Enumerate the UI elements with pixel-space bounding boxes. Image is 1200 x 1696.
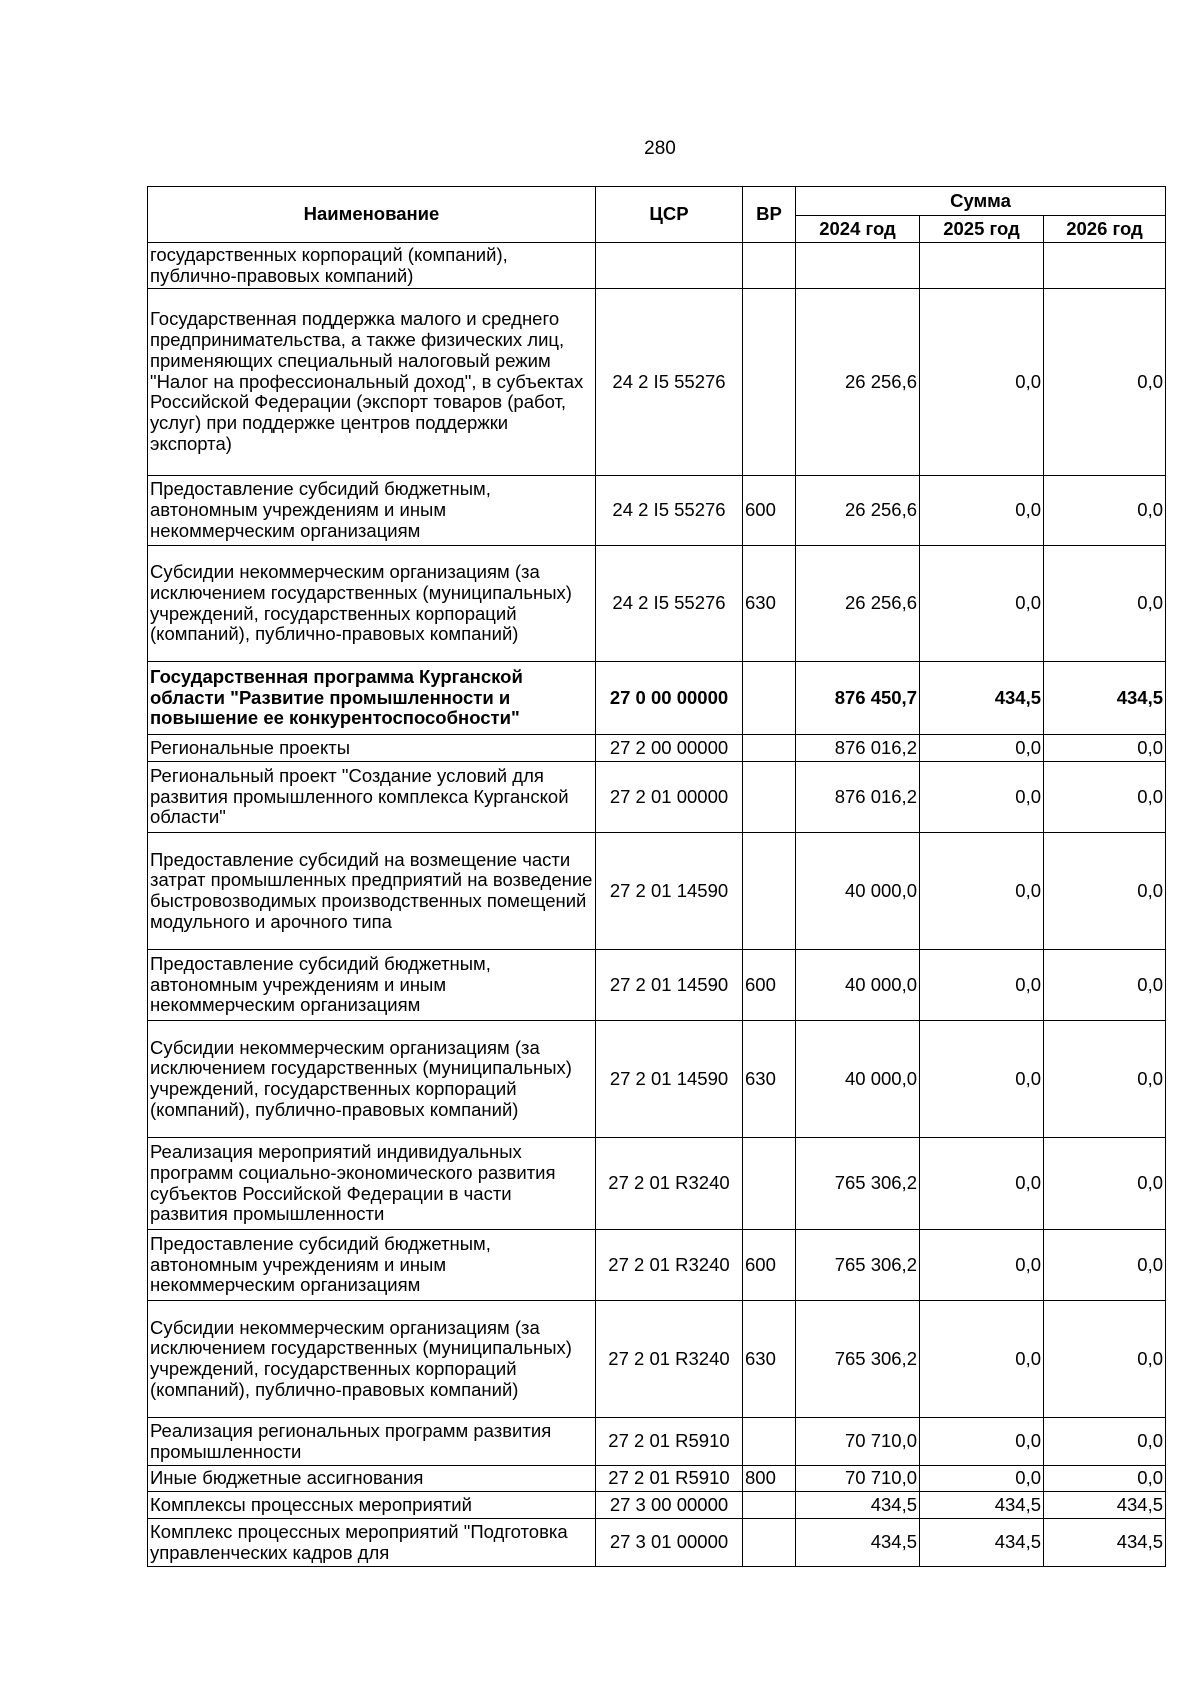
row-vr: 630 <box>743 1021 796 1138</box>
header-year-2026: 2026 год <box>1044 216 1166 243</box>
row-csr: 24 2 I5 55276 <box>596 476 743 546</box>
table-row <box>148 950 1166 1021</box>
row-sum-2026: 0,0 <box>1044 833 1166 950</box>
row-sum-2024: 40 000,0 <box>796 833 920 950</box>
table-row <box>148 243 1166 289</box>
row-sum-2026: 434,5 <box>1044 662 1166 735</box>
row-name: Комплексы процессных мероприятий <box>148 1492 596 1519</box>
row-csr: 27 2 00 00000 <box>596 735 743 762</box>
row-vr <box>743 735 796 762</box>
row-csr <box>596 243 743 289</box>
row-vr: 600 <box>743 1230 796 1301</box>
header-name: Наименование <box>148 187 596 243</box>
row-name: Реализация региональных программ развития промышленности <box>148 1418 596 1466</box>
row-sum-2024: 876 016,2 <box>796 735 920 762</box>
row-vr: 600 <box>743 950 796 1021</box>
row-name: Государственная поддержка малого и среднего предпринимательства, а также физических лиц, применяющих специальный налоговый режим "Налог на профессиональный доход", в субъектах Российской Федерации (экспорт товаров (работ, услуг) при поддержке центров поддержки экспорта) <box>148 289 596 476</box>
row-name: Комплекс процессных мероприятий "Подготовка управленческих кадров для <box>148 1519 596 1567</box>
row-sum-2024: 70 710,0 <box>796 1418 920 1466</box>
row-sum-2026: 0,0 <box>1044 1138 1166 1230</box>
row-vr: 630 <box>743 546 796 662</box>
row-vr <box>743 243 796 289</box>
row-sum-2024: 40 000,0 <box>796 1021 920 1138</box>
row-sum-2026 <box>1044 243 1166 289</box>
table-row <box>148 735 1166 762</box>
header-year-2024: 2024 год <box>796 216 920 243</box>
row-name: Иные бюджетные ассигнования <box>148 1466 596 1492</box>
table-row <box>148 762 1166 833</box>
row-sum-2025: 0,0 <box>920 1230 1044 1301</box>
row-name: Реализация мероприятий индивидуальных программ социально-экономического развития субъектов Российской Федерации в части развития промышленности <box>148 1138 596 1230</box>
row-sum-2024: 765 306,2 <box>796 1230 920 1301</box>
row-sum-2026: 434,5 <box>1044 1519 1166 1567</box>
row-name: Предоставление субсидий бюджетным, автономным учреждениям и иным некоммерческим организациям <box>148 476 596 546</box>
row-vr <box>743 662 796 735</box>
row-sum-2026: 0,0 <box>1044 762 1166 833</box>
table-row <box>148 1021 1166 1138</box>
row-sum-2025: 434,5 <box>920 1519 1044 1567</box>
row-sum-2025: 0,0 <box>920 1466 1044 1492</box>
table-row <box>148 1492 1166 1519</box>
row-sum-2026: 0,0 <box>1044 476 1166 546</box>
row-csr: 27 3 00 00000 <box>596 1492 743 1519</box>
row-name: Предоставление субсидий бюджетным, автономным учреждениям и иным некоммерческим организациям <box>148 1230 596 1301</box>
table-row <box>148 833 1166 950</box>
row-sum-2026: 0,0 <box>1044 1021 1166 1138</box>
row-sum-2024 <box>796 243 920 289</box>
row-sum-2025: 0,0 <box>920 1301 1044 1418</box>
row-sum-2025: 0,0 <box>920 833 1044 950</box>
row-sum-2025: 0,0 <box>920 735 1044 762</box>
table-row <box>148 289 1166 476</box>
row-sum-2026: 0,0 <box>1044 1301 1166 1418</box>
row-csr: 27 2 01 14590 <box>596 950 743 1021</box>
row-csr: 24 2 I5 55276 <box>596 289 743 476</box>
row-sum-2024: 434,5 <box>796 1519 920 1567</box>
row-csr: 27 2 01 14590 <box>596 833 743 950</box>
row-sum-2024: 26 256,6 <box>796 289 920 476</box>
table-row <box>148 1301 1166 1418</box>
row-sum-2024: 765 306,2 <box>796 1301 920 1418</box>
table-row <box>148 1230 1166 1301</box>
row-name: Государственная программа Курганской области "Развитие промышленности и повышение ее конкурентоспособности" <box>148 662 596 735</box>
row-csr: 27 2 01 R3240 <box>596 1138 743 1230</box>
row-sum-2024: 765 306,2 <box>796 1138 920 1230</box>
row-sum-2024: 876 450,7 <box>796 662 920 735</box>
row-sum-2024: 876 016,2 <box>796 762 920 833</box>
row-vr: 600 <box>743 476 796 546</box>
row-sum-2025: 0,0 <box>920 762 1044 833</box>
row-sum-2026: 434,5 <box>1044 1492 1166 1519</box>
row-vr <box>743 762 796 833</box>
row-sum-2024: 434,5 <box>796 1492 920 1519</box>
row-csr: 27 3 01 00000 <box>596 1519 743 1567</box>
row-csr: 27 2 01 R3240 <box>596 1230 743 1301</box>
row-name: Предоставление субсидий бюджетным, автономным учреждениям и иным некоммерческим организациям <box>148 950 596 1021</box>
row-vr <box>743 289 796 476</box>
row-vr <box>743 833 796 950</box>
header-csr: ЦСР <box>596 187 743 243</box>
row-csr: 27 2 01 R5910 <box>596 1418 743 1466</box>
row-sum-2026: 0,0 <box>1044 546 1166 662</box>
row-sum-2026: 0,0 <box>1044 1418 1166 1466</box>
row-vr <box>743 1492 796 1519</box>
row-csr: 27 0 00 00000 <box>596 662 743 735</box>
row-name: Предоставление субсидий на возмещение части затрат промышленных предприятий на возведение быстровозводимых производственных помещений модульного и арочного типа <box>148 833 596 950</box>
row-sum-2024: 26 256,6 <box>796 476 920 546</box>
table-row <box>148 1466 1166 1492</box>
row-vr <box>743 1519 796 1567</box>
table-row <box>148 546 1166 662</box>
table-row <box>148 1519 1166 1567</box>
row-sum-2024: 40 000,0 <box>796 950 920 1021</box>
row-sum-2025: 0,0 <box>920 289 1044 476</box>
row-sum-2026: 0,0 <box>1044 1466 1166 1492</box>
row-name: государственных корпораций (компаний), публично-правовых компаний) <box>148 243 596 289</box>
row-name: Региональный проект "Создание условий для развития промышленного комплекса Курганской области" <box>148 762 596 833</box>
row-sum-2025: 434,5 <box>920 662 1044 735</box>
table-row <box>148 476 1166 546</box>
header-sum: Сумма <box>796 187 1166 216</box>
row-vr: 800 <box>743 1466 796 1492</box>
row-sum-2025: 0,0 <box>920 546 1044 662</box>
row-vr <box>743 1418 796 1466</box>
row-sum-2025: 0,0 <box>920 1021 1044 1138</box>
row-sum-2024: 26 256,6 <box>796 546 920 662</box>
row-sum-2026: 0,0 <box>1044 289 1166 476</box>
row-vr <box>743 1138 796 1230</box>
row-name: Субсидии некоммерческим организациям (за исключением государственных (муниципальных) учреждений, государственных корпораций (компаний), публично-правовых компаний) <box>148 1301 596 1418</box>
row-csr: 27 2 01 14590 <box>596 1021 743 1138</box>
header-year-2025: 2025 год <box>920 216 1044 243</box>
budget-table <box>147 186 1166 1567</box>
row-name: Региональные проекты <box>148 735 596 762</box>
table-header <box>148 187 1166 243</box>
row-csr: 27 2 01 00000 <box>596 762 743 833</box>
row-csr: 24 2 I5 55276 <box>596 546 743 662</box>
row-sum-2025: 0,0 <box>920 950 1044 1021</box>
row-name: Субсидии некоммерческим организациям (за исключением государственных (муниципальных) учреждений, государственных корпораций (компаний), публично-правовых компаний) <box>148 1021 596 1138</box>
row-sum-2026: 0,0 <box>1044 1230 1166 1301</box>
table-row <box>148 1418 1166 1466</box>
table-body <box>148 243 1166 1567</box>
row-sum-2025: 0,0 <box>920 476 1044 546</box>
row-csr: 27 2 01 R3240 <box>596 1301 743 1418</box>
row-sum-2025: 434,5 <box>920 1492 1044 1519</box>
header-vr: ВР <box>743 187 796 243</box>
row-sum-2026: 0,0 <box>1044 735 1166 762</box>
row-sum-2025: 0,0 <box>920 1138 1044 1230</box>
page-number: 280 <box>644 138 676 159</box>
row-vr: 630 <box>743 1301 796 1418</box>
table-row <box>148 662 1166 735</box>
table-row <box>148 1138 1166 1230</box>
row-sum-2024: 70 710,0 <box>796 1466 920 1492</box>
row-name: Субсидии некоммерческим организациям (за исключением государственных (муниципальных) учреждений, государственных корпораций (компаний), публично-правовых компаний) <box>148 546 596 662</box>
row-sum-2026: 0,0 <box>1044 950 1166 1021</box>
row-sum-2025: 0,0 <box>920 1418 1044 1466</box>
row-csr: 27 2 01 R5910 <box>596 1466 743 1492</box>
row-sum-2025 <box>920 243 1044 289</box>
